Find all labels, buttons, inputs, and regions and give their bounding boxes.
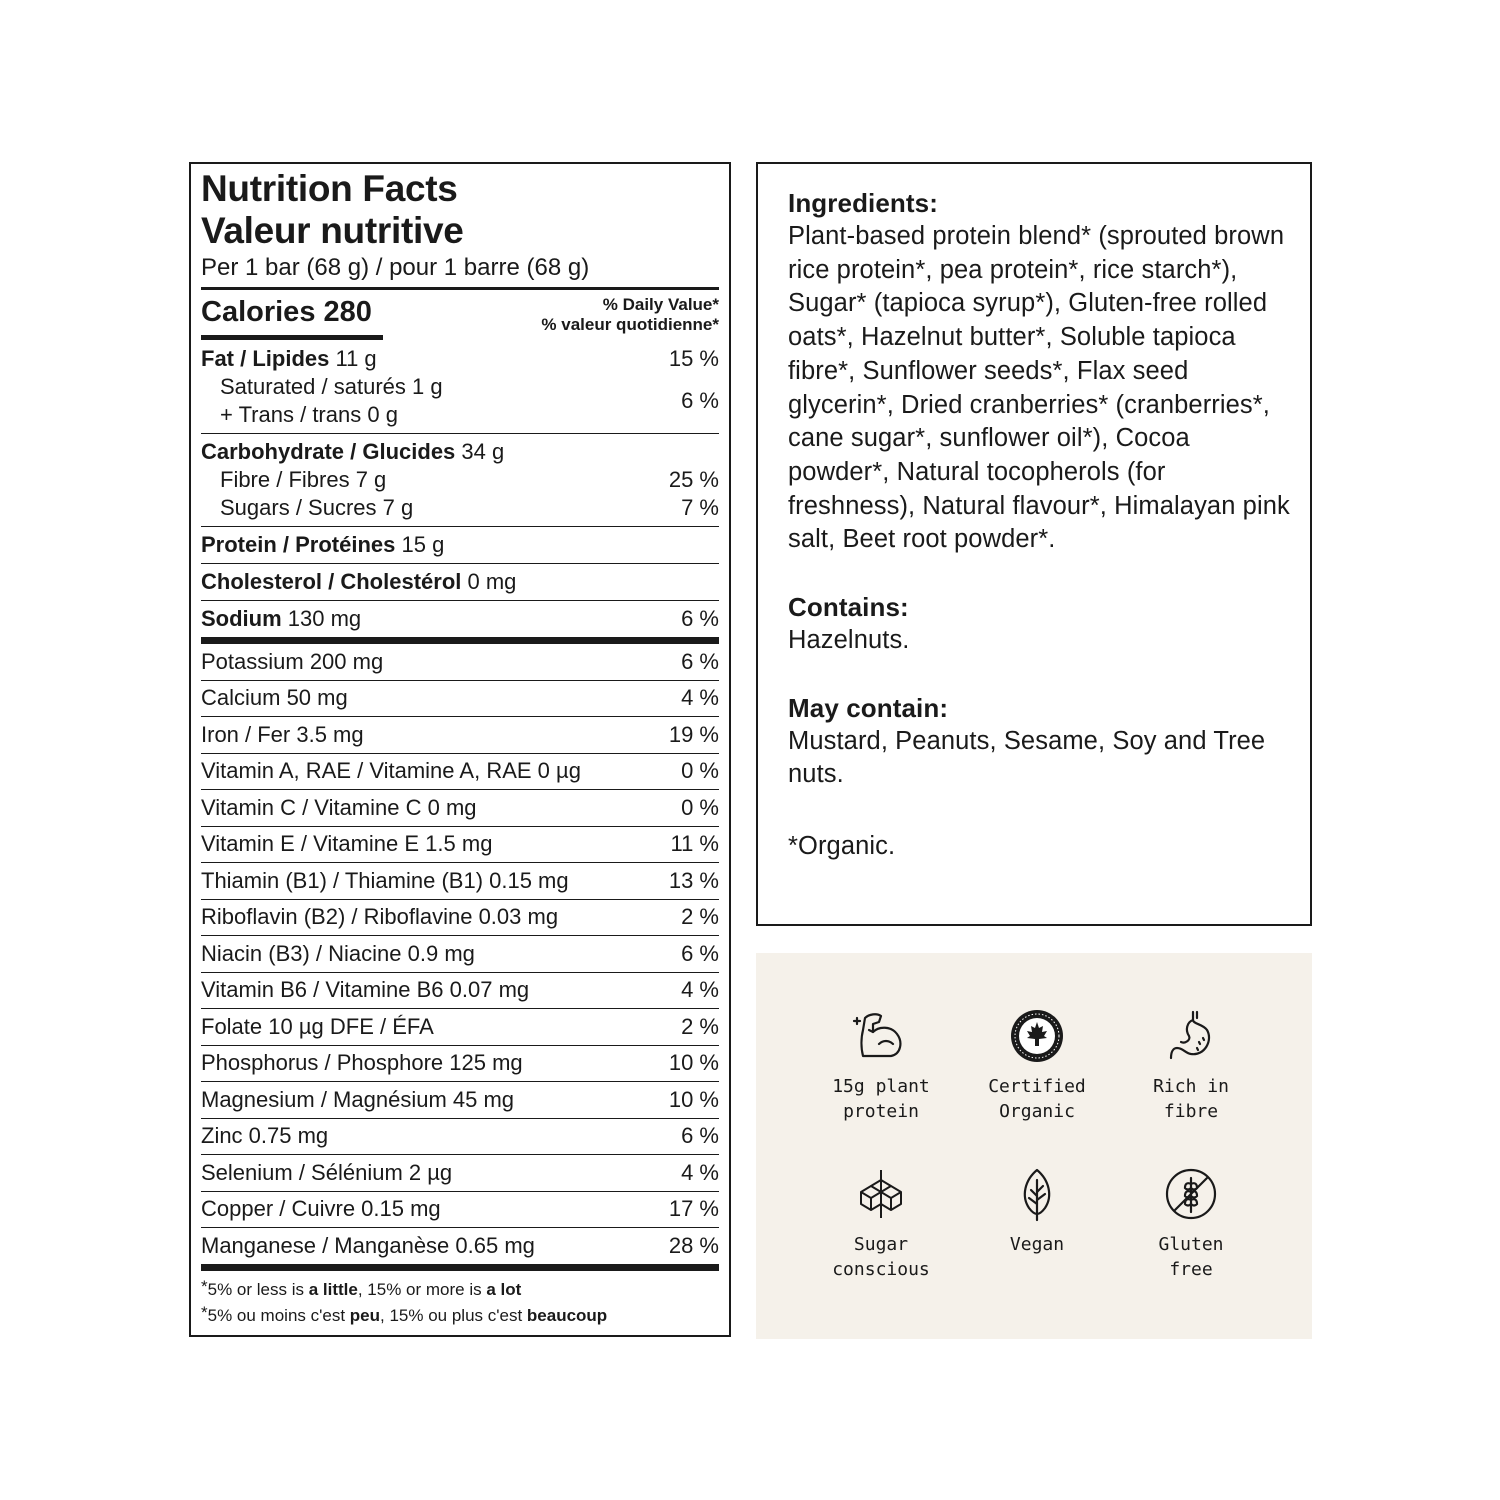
badge-gluten-free [1111,1166,1271,1282]
micronutrient-dv: 2 % [681,904,719,930]
leaf-icon [1009,1166,1065,1222]
micronutrient-name: Riboflavin (B2) / Riboflavine 0.03 mg [201,904,559,930]
micronutrient-dv: 10 % [668,1050,719,1076]
badges-panel [756,953,1312,1339]
footnote-en: *5% or less is a little, 15% or more is a lot [201,1276,522,1299]
flexed-arm-icon [849,1008,913,1064]
micronutrient-dv: 0 % [681,758,719,784]
micronutrient-row [201,1082,719,1119]
micronutrient-row [201,681,719,718]
micronutrient-row [201,1228,719,1264]
micronutrient-name: Vitamin A, RAE / Vitamine A, RAE 0 µg [201,758,581,784]
micronutrient-name: Iron / Fer 3.5 mg [201,721,364,747]
may-contain-text: Mustard, Peanuts, Sesame, Soy and Tree nuts. [788,726,1266,789]
saturated-row: Saturated / saturés 1 g [220,374,443,399]
badge-vegan [957,1166,1117,1257]
divider-thick [201,1264,719,1271]
saturated-trans-dv: 6 % [681,388,719,413]
micronutrient-name: Vitamin E / Vitamine E 1.5 mg [201,831,493,857]
micronutrient-row [201,827,719,864]
badge-label: Certified [988,1076,1086,1097]
sugars-dv: 7 % [681,495,719,520]
sodium-label: Sodium [201,606,282,631]
canada-organic-seal-icon [1009,1008,1065,1064]
micronutrient-dv: 19 % [668,721,719,747]
micronutrient-row [201,1046,719,1083]
micronutrient-dv: 6 % [681,940,719,966]
badge-label: Sugar [853,1234,909,1255]
cholesterol-row [201,568,719,596]
badge-label: Rich in [1153,1076,1229,1097]
footnote-fr: *5% ou moins c'est peu, 15% ou plus c'est beaucoup [201,1302,608,1325]
micronutrient-name: Calcium 50 mg [201,685,348,711]
micronutrient-row [201,973,719,1010]
sodium-dv: 6 % [681,606,719,631]
micronutrient-dv: 13 % [668,867,719,893]
micronutrient-dv: 6 % [681,1123,719,1149]
fibre-label: Fibre / Fibres 7 g [220,467,387,492]
organic-note: *Organic. [788,832,896,861]
cholesterol-label: Cholesterol / Cholestérol [201,569,462,594]
badge-label: protein [843,1101,919,1122]
contains-text: Hazelnuts. [788,626,910,655]
fat-section [201,336,719,433]
divider-thick [201,637,719,644]
micronutrient-dv: 17 % [668,1196,719,1222]
badge-sugar [801,1166,961,1282]
calories-underline [201,335,383,340]
daily-value-en: % Daily Value* [602,295,719,314]
fibre-dv: 25 % [668,467,719,492]
micronutrient-name: Thiamin (B1) / Thiamine (B1) 0.15 mg [201,867,569,893]
micronutrient-dv: 28 % [668,1232,719,1258]
fibre-row [201,466,719,494]
micronutrient-row [201,754,719,791]
nutrition-facts-panel [189,162,731,1337]
micronutrient-name: Niacin (B3) / Niacine 0.9 mg [201,940,475,966]
badge-label: Vegan [1009,1234,1065,1255]
micronutrient-row [201,717,719,754]
nutrition-title-en: Nutrition Facts [201,168,458,209]
sodium-amount: 130 mg [281,606,362,631]
micronutrient-name: Magnesium / Magnésium 45 mg [201,1086,515,1112]
carb-section [201,434,719,526]
micronutrient-row [201,644,719,681]
sugars-row [201,494,719,522]
carb-label: Carbohydrate / Glucides [201,439,456,464]
micronutrient-row [201,936,719,973]
badge-label: Organic [999,1101,1075,1122]
micronutrient-row [201,1192,719,1229]
sugars-label: Sugars / Sucres 7 g [220,495,414,520]
micronutrient-name: Selenium / Sélénium 2 µg [201,1159,453,1185]
micronutrient-name: Zinc 0.75 mg [201,1123,329,1149]
badge-plant-protein [801,1008,961,1124]
cholesterol-amount: 0 mg [461,569,517,594]
micronutrient-name: Manganese / Manganèse 0.65 mg [201,1232,535,1258]
ingredients-text: Plant-based protein blend* (sprouted brown rice protein*, pea protein*, rice starch*), Sugar* (tapioca syrup*), Gluten-free rolled oats*, Hazelnut butter*, Soluble tapioca fibre*, Sunflower seeds*, Flax seed glycerin*, Dried cranberries* (cranberries*, cane sugar*, sunflower oil*), Cocoa powder*, Natural tocopherols (for freshness), Natural flavour*, Himalayan pink salt, Beet root powder*. [788,222,1290,554]
carb-amount: 34 g [455,439,505,464]
micronutrient-name: Potassium 200 mg [201,648,384,674]
badge-organic [957,1008,1117,1124]
micronutrient-row [201,863,719,900]
badge-label: free [1169,1259,1213,1280]
fat-label: Fat / Lipides [201,346,330,371]
no-wheat-icon [1163,1166,1219,1222]
fat-amount: 11 g [329,346,377,371]
micronutrient-dv: 10 % [668,1086,719,1112]
daily-value-header [541,295,719,335]
micronutrient-dv: 2 % [681,1013,719,1039]
micronutrient-dv: 6 % [681,648,719,674]
protein-row [201,531,719,559]
footnote [201,1271,719,1327]
micronutrient-dv: 4 % [681,685,719,711]
micronutrient-row [201,790,719,827]
serving-size: Per 1 bar (68 g) / pour 1 barre (68 g) [201,254,590,281]
badge-label: 15g plant [832,1076,930,1097]
micronutrient-row [201,1155,719,1192]
ingredients-heading: Ingredients: [788,188,938,218]
sodium-section [201,601,719,637]
carb-row [201,438,719,466]
ingredients-panel [756,162,1312,926]
protein-section [201,527,719,563]
micronutrient-name: Copper / Cuivre 0.15 mg [201,1196,441,1222]
micronutrient-dv: 11 % [670,831,719,857]
sodium-row [201,605,719,633]
daily-value-fr: % valeur quotidienne* [541,315,719,334]
protein-label: Protein / Protéines [201,532,396,557]
cholesterol-section [201,564,719,600]
calories-row [201,290,719,336]
micronutrient-dv: 4 % [681,977,719,1003]
micronutrient-row [201,900,719,937]
badge-label: Gluten [1158,1234,1224,1255]
trans-row: + Trans / trans 0 g [220,402,398,427]
micronutrient-list [201,644,719,1264]
micronutrient-name: Vitamin B6 / Vitamine B6 0.07 mg [201,977,530,1003]
may-contain-heading: May contain: [788,692,949,723]
micronutrient-row [201,1009,719,1046]
micronutrient-dv: 0 % [681,794,719,820]
saturated-trans-block [201,373,719,429]
micronutrient-dv: 4 % [681,1159,719,1185]
protein-amount: 15 g [395,532,445,557]
fat-dv: 15 % [668,346,719,371]
micronutrient-row [201,1119,719,1156]
calories-label: Calories 280 [201,296,372,328]
sugar-cubes-icon [853,1166,909,1222]
micronutrient-name: Phosphorus / Phosphore 125 mg [201,1050,523,1076]
micronutrient-name: Folate 10 µg DFE / ÉFA [201,1013,434,1039]
badge-label: conscious [832,1259,930,1280]
nutrition-title-fr: Valeur nutritive [201,210,464,251]
badge-fibre [1111,1008,1271,1124]
fat-row [201,345,719,373]
stomach-icon [1163,1008,1219,1064]
badge-label: fibre [1163,1101,1219,1122]
micronutrient-name: Vitamin C / Vitamine C 0 mg [201,794,477,820]
contains-heading: Contains: [788,592,909,623]
